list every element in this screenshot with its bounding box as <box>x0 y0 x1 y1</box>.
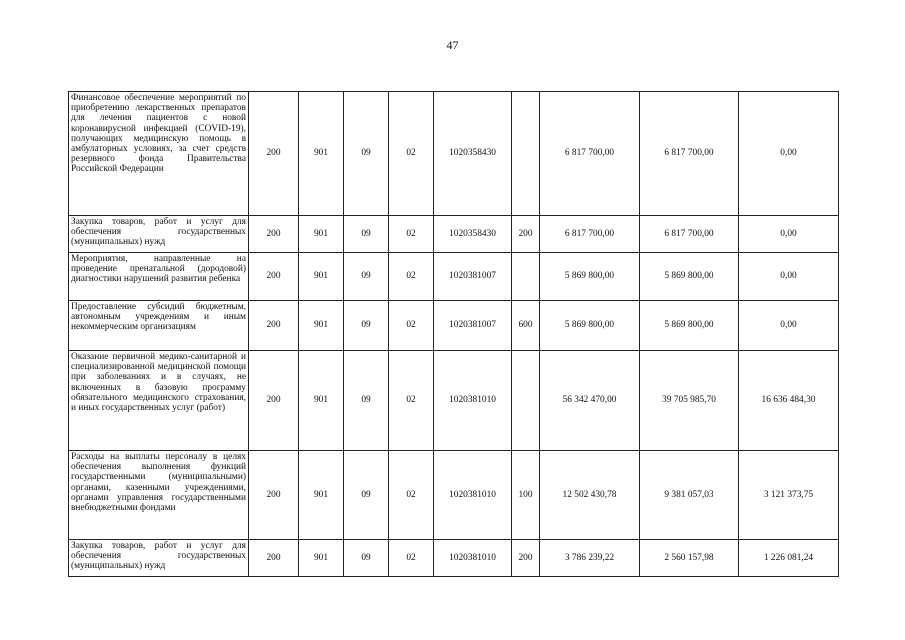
subsection-cell: 02 <box>389 253 434 301</box>
subsection-cell: 02 <box>389 540 434 577</box>
row-description: Предоставление субсидий бюджетным, автономным учреждениям и иным некоммерческим организациям <box>69 301 249 351</box>
code-cell: 200 <box>249 216 299 253</box>
section-cell: 09 <box>344 216 389 253</box>
row-description: Закупка товаров, работ и услуг для обеспечения государственных (муниципальных) нужд <box>69 540 249 577</box>
budget-table <box>68 91 839 577</box>
page-number: 47 <box>446 38 459 52</box>
expense-type-cell <box>512 253 540 301</box>
code-cell: 200 <box>249 351 299 451</box>
amount-1-cell: 6 817 700,00 <box>540 216 640 253</box>
subsection-cell: 02 <box>389 92 434 216</box>
row-description: Финансовое обеспечение мероприятий по приобретению лекарственных препаратов для лечения пациентов с новой коронавирусной инфекцией (COVID-19), получающих медицинскую помощь в амбулаторных условиях, за счет средств резервного фонда Правительства Российской Федерации <box>69 92 249 216</box>
expense-type-cell: 200 <box>512 540 540 577</box>
amount-1-cell: 3 786 239,22 <box>540 540 640 577</box>
row-description: Оказание первичной медико-санитарной и специализированной медицинской помощи при заболеваниях и в случаях, не включенных в базовую программу обязательного медицинского страхования, и иных государственных услуг (работ) <box>69 351 249 451</box>
section-cell: 09 <box>344 351 389 451</box>
target-article-cell: 1020358430 <box>434 92 512 216</box>
target-article-cell: 1020381010 <box>434 351 512 451</box>
section-cell: 09 <box>344 92 389 216</box>
ministry-cell: 901 <box>299 301 344 351</box>
ministry-cell: 901 <box>299 540 344 577</box>
table-row <box>69 540 839 577</box>
amount-3-cell: 3 121 373,75 <box>739 451 839 540</box>
code-cell: 200 <box>249 92 299 216</box>
table-row <box>69 301 839 351</box>
section-cell: 09 <box>344 451 389 540</box>
row-description: Закупка товаров, работ и услуг для обеспечения государственных (муниципальных) нужд <box>69 216 249 253</box>
amount-2-cell: 39 705 985,70 <box>640 351 739 451</box>
amount-2-cell: 6 817 700,00 <box>640 92 739 216</box>
amount-2-cell: 6 817 700,00 <box>640 216 739 253</box>
ministry-cell: 901 <box>299 92 344 216</box>
subsection-cell: 02 <box>389 301 434 351</box>
expense-type-cell <box>512 351 540 451</box>
amount-1-cell: 12 502 430,78 <box>540 451 640 540</box>
ministry-cell: 901 <box>299 451 344 540</box>
code-cell: 200 <box>249 253 299 301</box>
amount-2-cell: 5 869 800,00 <box>640 301 739 351</box>
table-row <box>69 216 839 253</box>
table-row <box>69 351 839 451</box>
subsection-cell: 02 <box>389 351 434 451</box>
subsection-cell: 02 <box>389 216 434 253</box>
target-article-cell: 1020381007 <box>434 253 512 301</box>
amount-3-cell: 0,00 <box>739 216 839 253</box>
section-cell: 09 <box>344 540 389 577</box>
section-cell: 09 <box>344 301 389 351</box>
table-row <box>69 92 839 216</box>
amount-1-cell: 5 869 800,00 <box>540 253 640 301</box>
amount-3-cell: 0,00 <box>739 92 839 216</box>
amount-1-cell: 6 817 700,00 <box>540 92 640 216</box>
expense-type-cell: 600 <box>512 301 540 351</box>
target-article-cell: 1020381007 <box>434 301 512 351</box>
amount-3-cell: 0,00 <box>739 253 839 301</box>
table-row <box>69 253 839 301</box>
amount-2-cell: 9 381 057,03 <box>640 451 739 540</box>
row-description: Мероприятия, направленные на проведение пренатальной (дородовой) диагностики нарушений развития ребенка <box>69 253 249 301</box>
section-cell: 09 <box>344 253 389 301</box>
amount-3-cell: 0,00 <box>739 301 839 351</box>
code-cell: 200 <box>249 540 299 577</box>
target-article-cell: 1020381010 <box>434 451 512 540</box>
ministry-cell: 901 <box>299 216 344 253</box>
expense-type-cell: 200 <box>512 216 540 253</box>
amount-3-cell: 1 226 081,24 <box>739 540 839 577</box>
amount-1-cell: 56 342 470,00 <box>540 351 640 451</box>
expense-type-cell: 100 <box>512 451 540 540</box>
ministry-cell: 901 <box>299 351 344 451</box>
code-cell: 200 <box>249 301 299 351</box>
ministry-cell: 901 <box>299 253 344 301</box>
row-description: Расходы на выплаты персоналу в целях обеспечения выполнения функций государственными (муниципальными) органами, казенными учреждениями, органами управления государственными внебюджетными фондами <box>69 451 249 540</box>
table-row <box>69 451 839 540</box>
amount-1-cell: 5 869 800,00 <box>540 301 640 351</box>
amount-3-cell: 16 636 484,30 <box>739 351 839 451</box>
target-article-cell: 1020358430 <box>434 216 512 253</box>
target-article-cell: 1020381010 <box>434 540 512 577</box>
amount-2-cell: 2 560 157,98 <box>640 540 739 577</box>
expense-type-cell <box>512 92 540 216</box>
code-cell: 200 <box>249 451 299 540</box>
amount-2-cell: 5 869 800,00 <box>640 253 739 301</box>
subsection-cell: 02 <box>389 451 434 540</box>
